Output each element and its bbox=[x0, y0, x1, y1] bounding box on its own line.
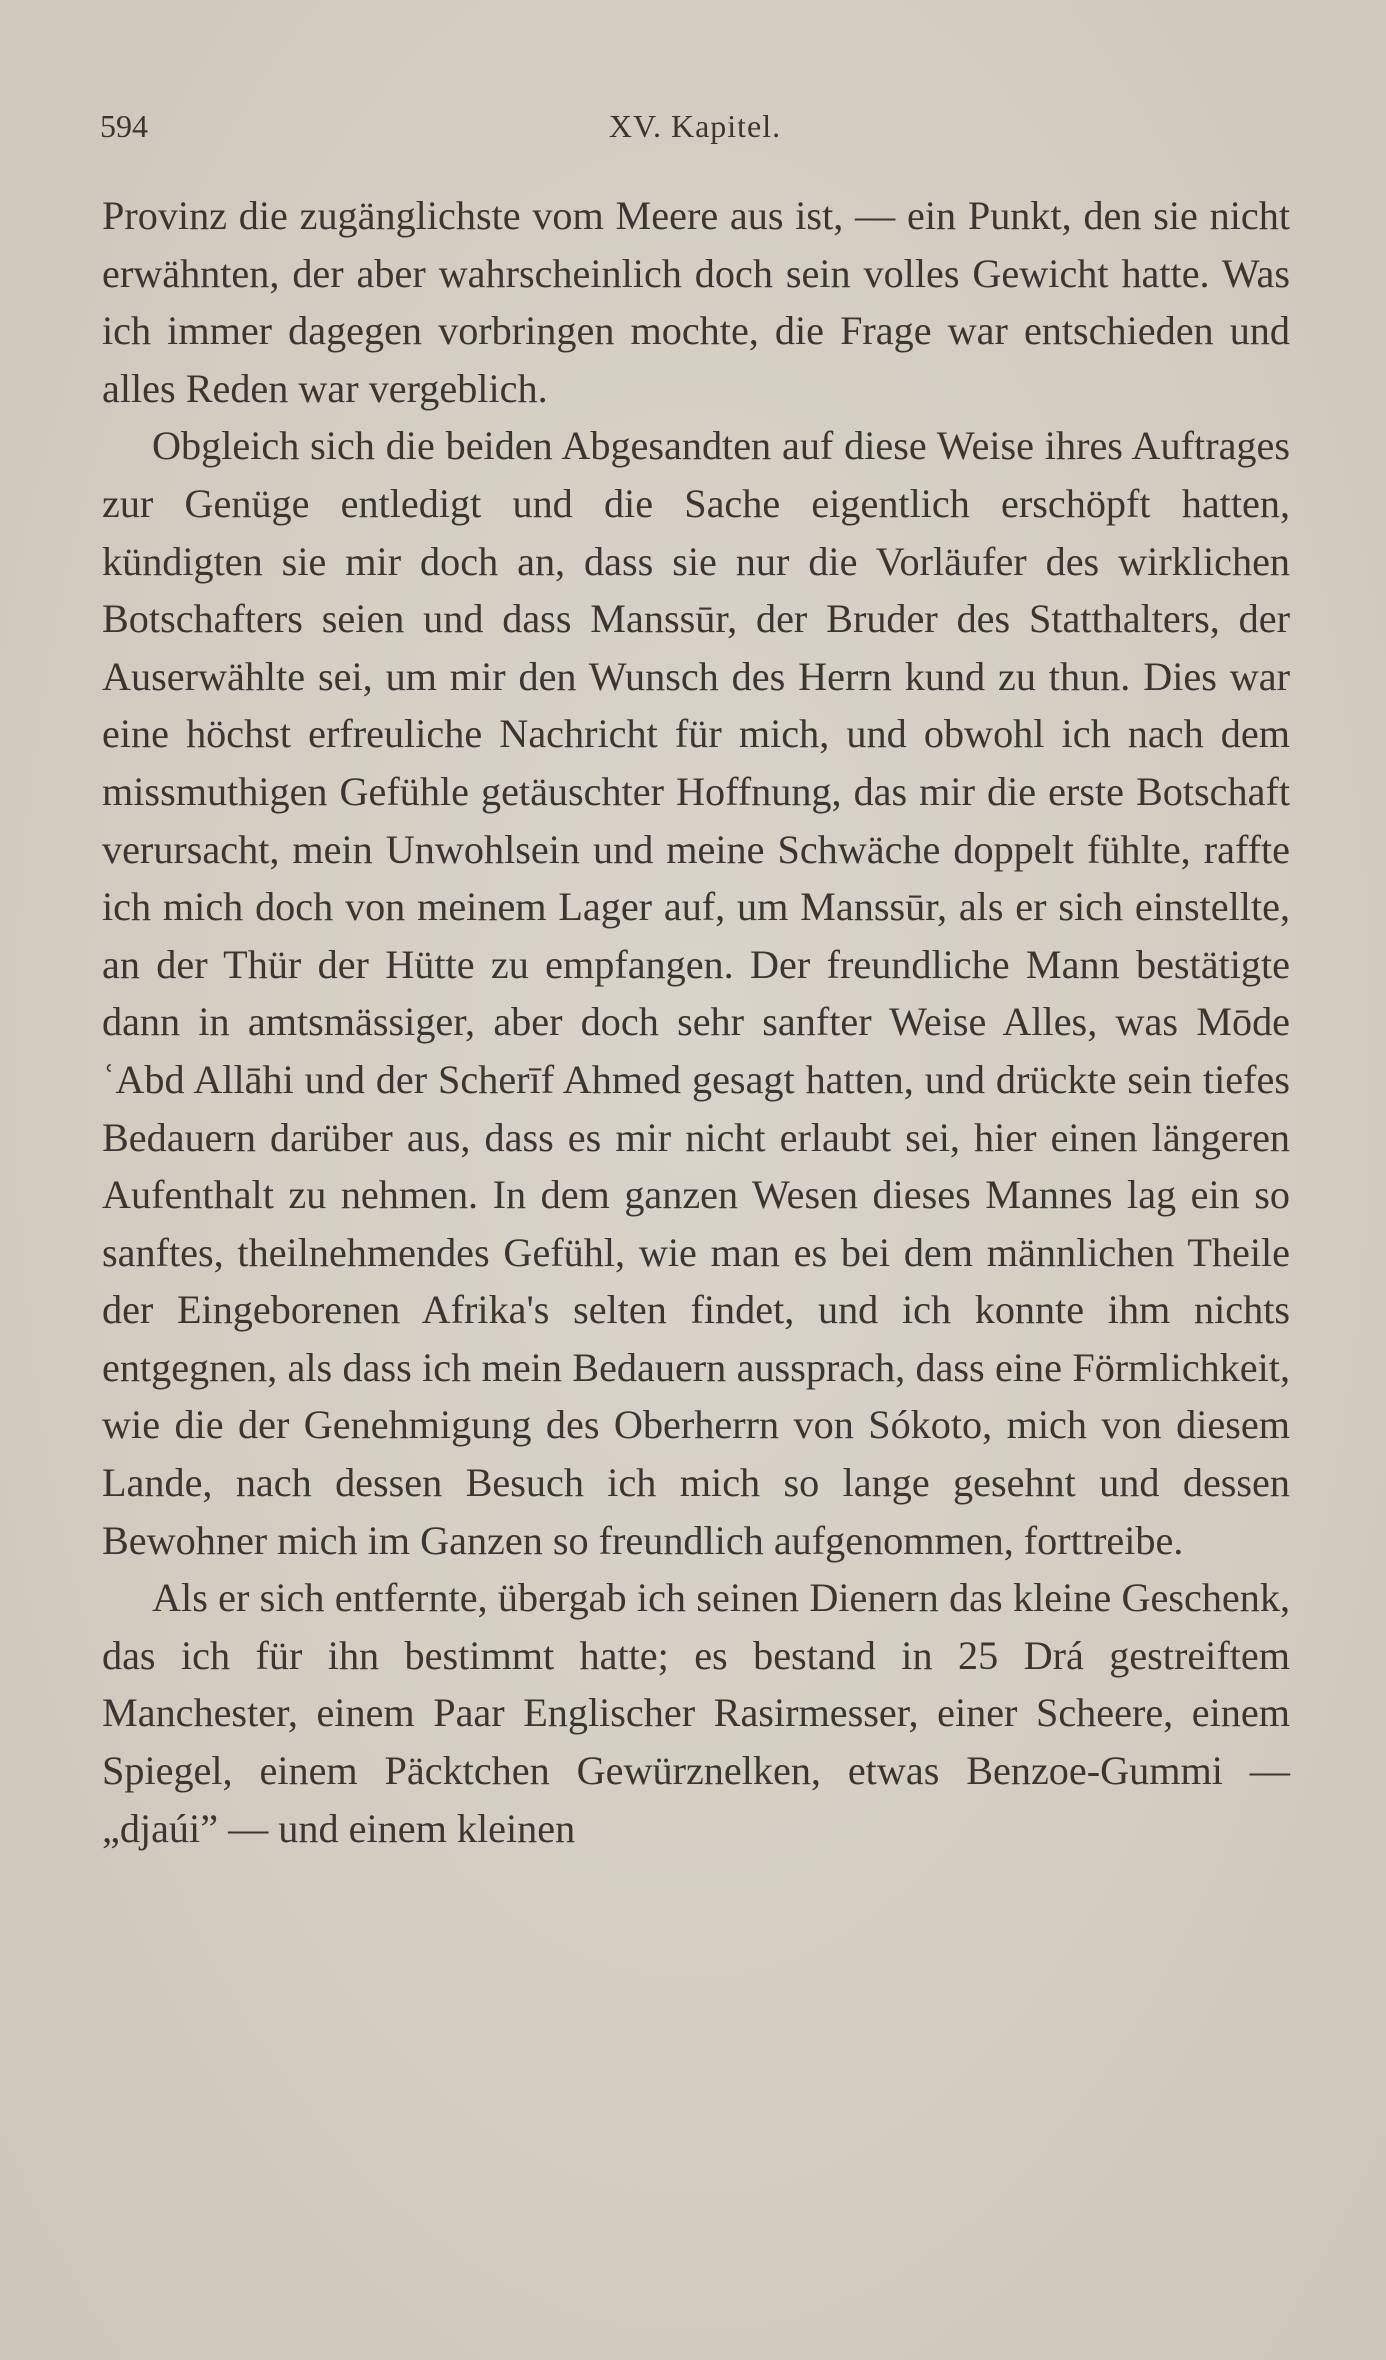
running-header bbox=[100, 108, 1290, 158]
paragraph: Obgleich sich die beiden Abgesandten auf diese Weise ihres Auftrages zur Genüge entledigt und die Sache eigentlich erschöpft hatten, kündigten sie mir doch an, dass sie nur die Vorläufer des wirklichen Botschafters seien und dass Manssūr, der Bruder des Statthalters, der Auserwählte sei, um mir den Wunsch des Herrn kund zu thun. Dies war eine höchst erfreuliche Nachricht für mich, und obwohl ich nach dem missmuthigen Gefühle getäuschter Hoffnung, das mir die erste Botschaft verursacht, mein Unwohlsein und meine Schwäche doppelt fühlte, raffte ich mich doch von meinem Lager auf, um Manssūr, als er sich einstellte, an der Thür der Hütte zu empfangen. Der freundliche Mann bestätigte dann in amtsmässiger, aber doch sehr sanfter Weise Alles, was Mōde ʿAbd Allāhi und der Scherīf Ahmed gesagt hatten, und drückte sein tiefes Bedauern darüber aus, dass es mir nicht erlaubt sei, hier einen längeren Aufenthalt zu nehmen. In dem ganzen Wesen dieses Mannes lag ein so sanftes, theilnehmendes Gefühl, wie man es bei dem männlichen Theile der Eingeborenen Afrika's selten findet, und ich konnte ihm nichts entgegnen, als dass ich mein Bedauern aussprach, dass eine Förmlichkeit, wie die der Genehmigung des Oberherrn von Sókoto, mich von diesem Lande, nach dessen Besuch ich mich so lange gesehnt und dessen Bewohner mich im Ganzen so freundlich aufgenommen, forttreibe. bbox=[102, 423, 1290, 1563]
body-text bbox=[102, 187, 1290, 1857]
page-number: 594 bbox=[100, 108, 148, 144]
paragraph: Als er sich entfernte, übergab ich seinen Dienern das kleine Geschenk, das ich für ihn bestimmt hatte; es bestand in 25 Drá gestreiftem Manchester, einem Paar Englischer Rasirmesser, einer Scheere, einem Spiegel, einem Päcktchen Gewürznelken, etwas Benzoe-Gummi — „djaúi” — und einem kleinen bbox=[102, 1575, 1290, 1851]
paragraph: Provinz die zugänglichste vom Meere aus ist, — ein Punkt, den sie nicht erwähnten, der aber wahrscheinlich doch sein volles Gewicht hatte. Was ich immer dagegen vorbringen mochte, die Frage war entschieden und alles Reden war vergeblich. bbox=[102, 193, 1290, 411]
chapter-title: XV. Kapitel. bbox=[608, 108, 782, 144]
